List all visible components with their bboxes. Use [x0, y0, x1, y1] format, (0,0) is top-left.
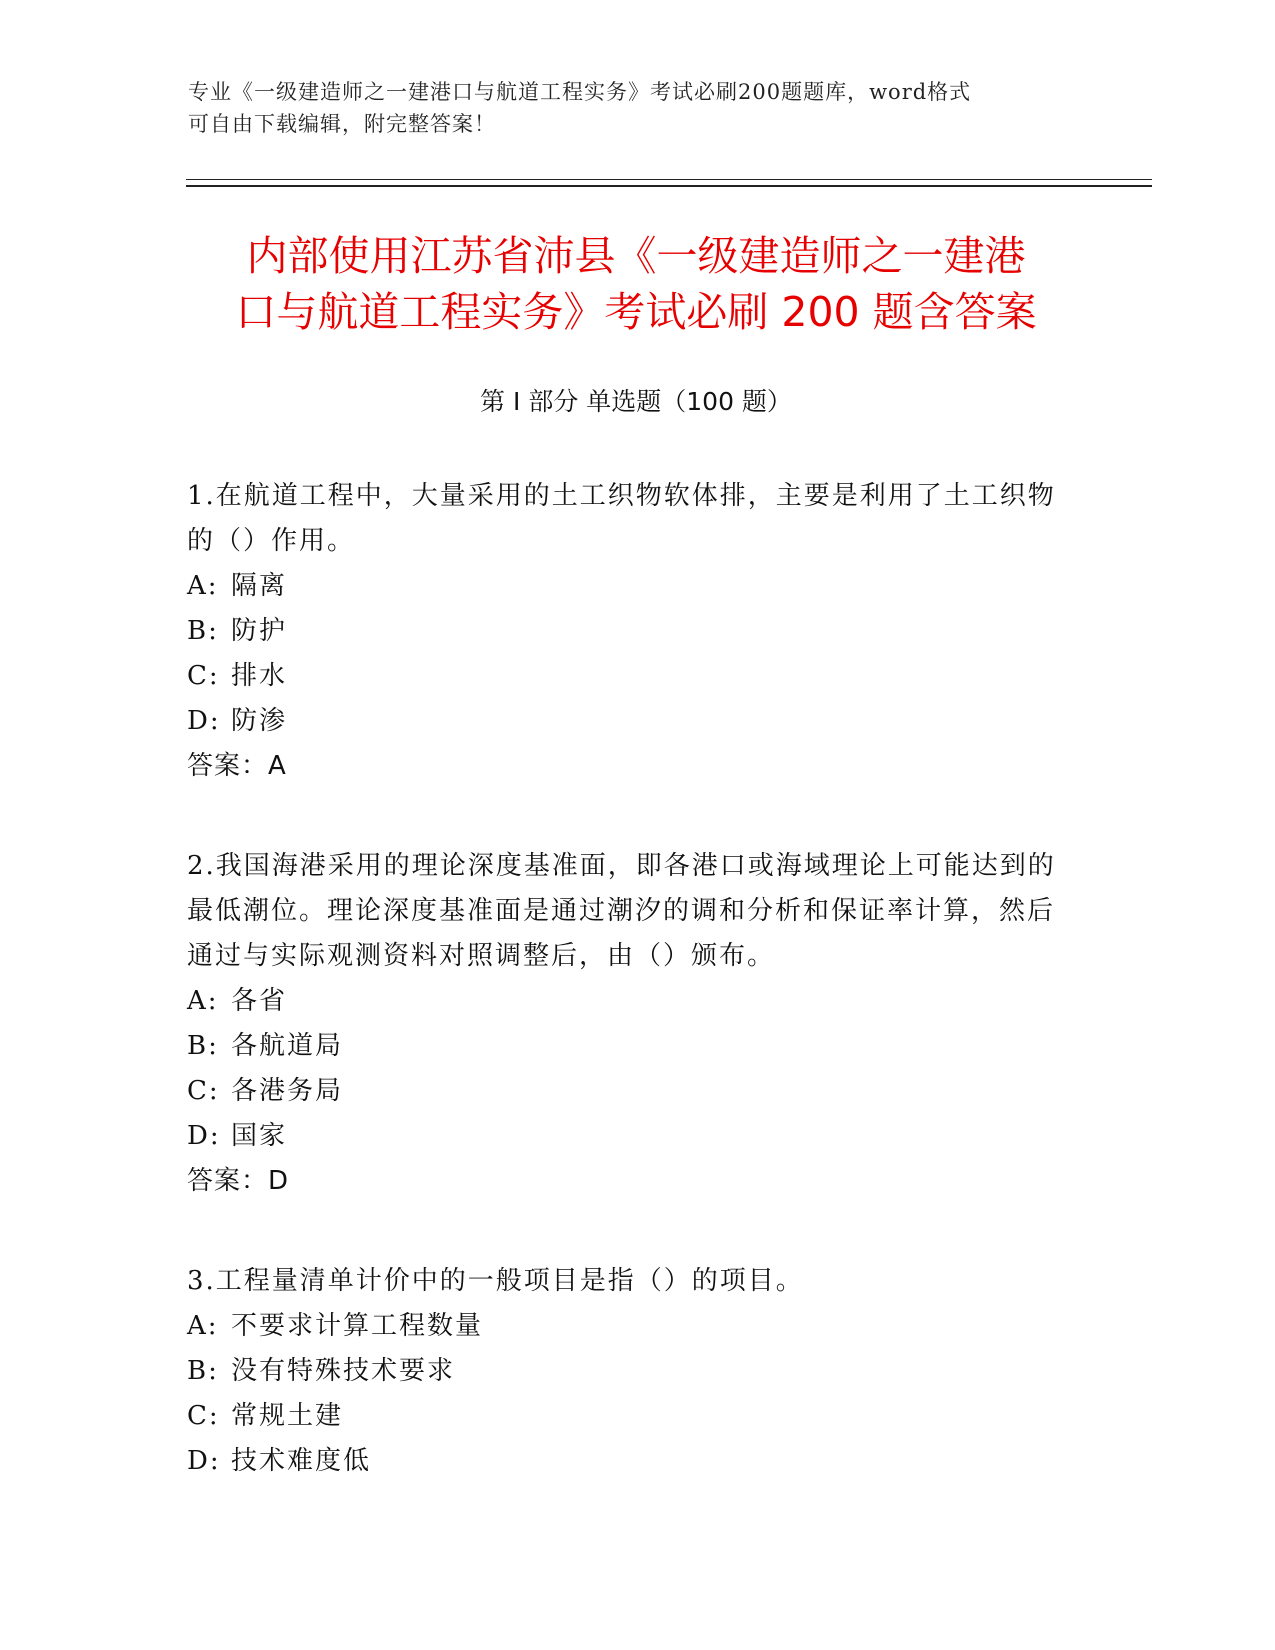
option-c: [187, 1069, 1067, 1114]
option-a: [187, 979, 1067, 1024]
option-key: D:: [187, 1446, 221, 1476]
option-text: 防渗: [231, 706, 288, 736]
option-c: [187, 1394, 1067, 1439]
answer-line: 答案：D: [187, 1166, 290, 1196]
option-d: [187, 1439, 1067, 1484]
option-key: D:: [187, 1121, 221, 1151]
option-text: 技术难度低: [231, 1446, 372, 1476]
option-c: [187, 654, 1067, 699]
question-item: [187, 1259, 1067, 1484]
option-text: 各省: [231, 986, 288, 1016]
option-key: B:: [187, 616, 219, 646]
title-line-2: 口与航道工程实务》考试必刷 200 题含答案: [235, 288, 1037, 336]
option-b: [187, 1349, 1067, 1394]
option-b: [187, 609, 1067, 654]
option-text: 各航道局: [231, 1031, 344, 1061]
answer-line: 答案：A: [187, 751, 287, 781]
option-text: 隔离: [231, 571, 288, 601]
option-b: [187, 1024, 1067, 1069]
option-key: D:: [187, 706, 221, 736]
option-key: A:: [187, 1311, 219, 1341]
question-text: 1.在航道工程中，大量采用的土工织物软体排，主要是利用了土工织物的（）作用。: [187, 481, 1056, 556]
option-text: 不要求计算工程数量: [231, 1311, 484, 1341]
option-key: C:: [187, 1401, 220, 1431]
document-header: [188, 76, 1068, 140]
option-d: [187, 699, 1067, 744]
option-text: 排水: [231, 661, 288, 691]
header-line-1: 专业《一级建造师之一建港口与航道工程实务》考试必刷200题题库，word格式: [188, 80, 972, 104]
option-text: 没有特殊技术要求: [231, 1356, 456, 1386]
header-line-2: 可自由下载编辑，附完整答案！: [188, 112, 496, 136]
question-list: [187, 474, 1067, 1539]
question-item: [187, 844, 1067, 1204]
document-title: [186, 228, 1086, 340]
option-a: [187, 1304, 1067, 1349]
header-divider-thick: [186, 185, 1152, 187]
option-d: [187, 1114, 1067, 1159]
option-key: A:: [187, 986, 219, 1016]
section-heading: 第 I 部分 单选题（100 题）: [480, 387, 792, 416]
header-divider-thin: [186, 179, 1152, 180]
option-key: C:: [187, 661, 220, 691]
option-text: 各港务局: [231, 1076, 344, 1106]
option-key: B:: [187, 1356, 219, 1386]
option-text: 常规土建: [231, 1401, 344, 1431]
title-line-1: 内部使用江苏省沛县《一级建造师之一建港: [246, 232, 1026, 280]
option-text: 国家: [231, 1121, 288, 1151]
option-a: [187, 564, 1067, 609]
question-item: [187, 474, 1067, 789]
option-text: 防护: [231, 616, 288, 646]
question-text: 2.我国海港采用的理论深度基准面，即各港口或海域理论上可能达到的最低潮位。理论深度基准面是通过潮汐的调和分析和保证率计算，然后通过与实际观测资料对照调整后，由（）颁布。: [187, 851, 1056, 971]
question-text: 3.工程量清单计价中的一般项目是指（）的项目。: [187, 1266, 804, 1296]
option-key: A:: [187, 571, 219, 601]
option-key: B:: [187, 1031, 219, 1061]
option-key: C:: [187, 1076, 220, 1106]
